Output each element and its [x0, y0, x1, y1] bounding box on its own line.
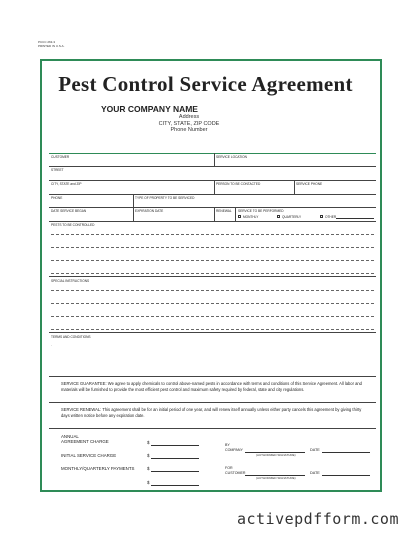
property-type-label: TYPE OF PROPERTY TO BE SERVICED [135, 196, 195, 200]
phone-label: PHONE [51, 196, 63, 200]
grid-top-rule [49, 153, 376, 154]
service-guarantee [61, 381, 371, 392]
instructions-line[interactable] [51, 303, 374, 304]
pests-line[interactable] [51, 247, 374, 248]
annual-charge-field[interactable] [151, 445, 199, 446]
watermark: activepdfform.com [236, 510, 399, 528]
authorized-signature-caption: (AUTHORIZED SIGNATURE) [256, 452, 296, 457]
printed-note: PRINTED IN U.S.A. [38, 44, 65, 48]
dollar-sign: $ [147, 480, 150, 485]
annual-label-line1: ANNUAL [61, 434, 79, 439]
company-address: Address [178, 114, 200, 120]
pests-label: PESTS TO BE CONTROLLED [51, 223, 95, 227]
total-field[interactable] [151, 485, 199, 486]
authorized-signature-caption: (AUTHORIZED SIGNATURE) [256, 475, 296, 480]
grid-divider [214, 180, 215, 194]
person-contacted-label: PERSON TO BE CONTACTED [216, 182, 261, 186]
company-city-state-zip: CITY, STATE, ZIP CODE [158, 120, 220, 127]
service-phone-label: SERVICE PHONE [296, 182, 323, 186]
date-label: DATE [310, 471, 320, 475]
grid-rule [49, 194, 376, 195]
section-rule [49, 402, 376, 403]
city-state-zip-label: CITY, STATE and ZIP [51, 182, 82, 186]
pests-line[interactable] [51, 273, 374, 274]
section-rule [49, 428, 376, 429]
company-date-line[interactable] [322, 452, 370, 453]
section-rule [49, 376, 376, 377]
company-name: YOUR COMPANY NAME [101, 104, 198, 114]
grid-rule [49, 180, 376, 181]
other-input-line[interactable] [336, 218, 374, 219]
customer-label: CUSTOMER [51, 155, 70, 159]
service-renewal [61, 407, 371, 418]
date-service-began-label: DATE SERVICE BEGAN [51, 209, 87, 213]
monthly-payments-field[interactable] [151, 471, 199, 472]
customer-sign-label: CUSTOMER [225, 471, 246, 475]
date-label: DATE [310, 448, 320, 452]
grid-divider [294, 180, 295, 194]
quarterly-label: QUARTERLY [282, 214, 302, 219]
customer-date-line[interactable] [322, 475, 370, 476]
grid-rule [49, 166, 376, 167]
annual-label-line2: AGREEMENT CHARGE [61, 439, 109, 444]
grid-divider [214, 153, 215, 167]
grid-divider [235, 207, 236, 221]
terms-mark: . [51, 343, 52, 347]
company-sign-label: COMPANY [225, 448, 243, 452]
renewal-label: RENEWAL [216, 209, 232, 213]
renewal-heading: SERVICE RENEWAL: [61, 407, 102, 412]
terms-label: TERMS AND CONDITIONS [51, 335, 91, 339]
service-performed-label: SERVICE TO BE PERFORMED [238, 209, 284, 213]
section-rule [49, 332, 376, 333]
monthly-checkbox[interactable] [238, 215, 241, 218]
monthly-label: MONTHLY [243, 214, 259, 219]
instructions-line[interactable] [51, 329, 374, 330]
grid-divider [214, 207, 215, 221]
grid-rule [49, 207, 376, 208]
grid-rule [49, 221, 376, 222]
company-phone: Phone Number [170, 127, 208, 133]
instructions-line[interactable] [51, 316, 374, 317]
guarantee-text: We agree to apply chemicals to control above-named pests in accordance with terms and conditions of this Service Agreement. All labor and materials will be furnished to provide the most efficient pest control and maximum safety required by federal, state and city regulations. [61, 381, 362, 392]
by-label: BY [225, 443, 230, 447]
initial-charge-label: INITIAL SERVICE CHARGE [61, 453, 117, 458]
instructions-line[interactable] [51, 290, 374, 291]
for-label: FOR [225, 466, 233, 470]
quarterly-checkbox[interactable] [277, 215, 280, 218]
dollar-sign: $ [147, 440, 150, 445]
dollar-sign: $ [147, 466, 150, 471]
pests-line[interactable] [51, 260, 374, 261]
street-label: STREET [51, 168, 64, 172]
form-title: Pest Control Service Agreement [58, 72, 353, 96]
guarantee-label: SERVICE GUARANTEE: [61, 381, 107, 386]
special-instructions-label: SPECIAL INSTRUCTIONS [51, 279, 90, 283]
section-rule [49, 276, 376, 277]
initial-charge-field[interactable] [151, 458, 199, 459]
dollar-sign: $ [147, 453, 150, 458]
grid-divider [133, 194, 134, 221]
other-label: OTHER [325, 214, 337, 219]
pests-line[interactable] [51, 234, 374, 235]
other-checkbox[interactable] [320, 215, 323, 218]
expiration-date-label: EXPIRATION DATE [135, 209, 164, 213]
renewal-text: This agreement shall be for an initial period of one year, and will renew itself annually unless either party cancels this agreement by giving thirty days written notice before any expiration date. [61, 407, 362, 418]
service-location-label: SERVICE LOCATION [216, 155, 247, 159]
form-code: PCCC 263-3 [38, 40, 56, 44]
monthly-payments-label: MONTHLY/QUARTERLY PAYMENTS [61, 466, 135, 471]
